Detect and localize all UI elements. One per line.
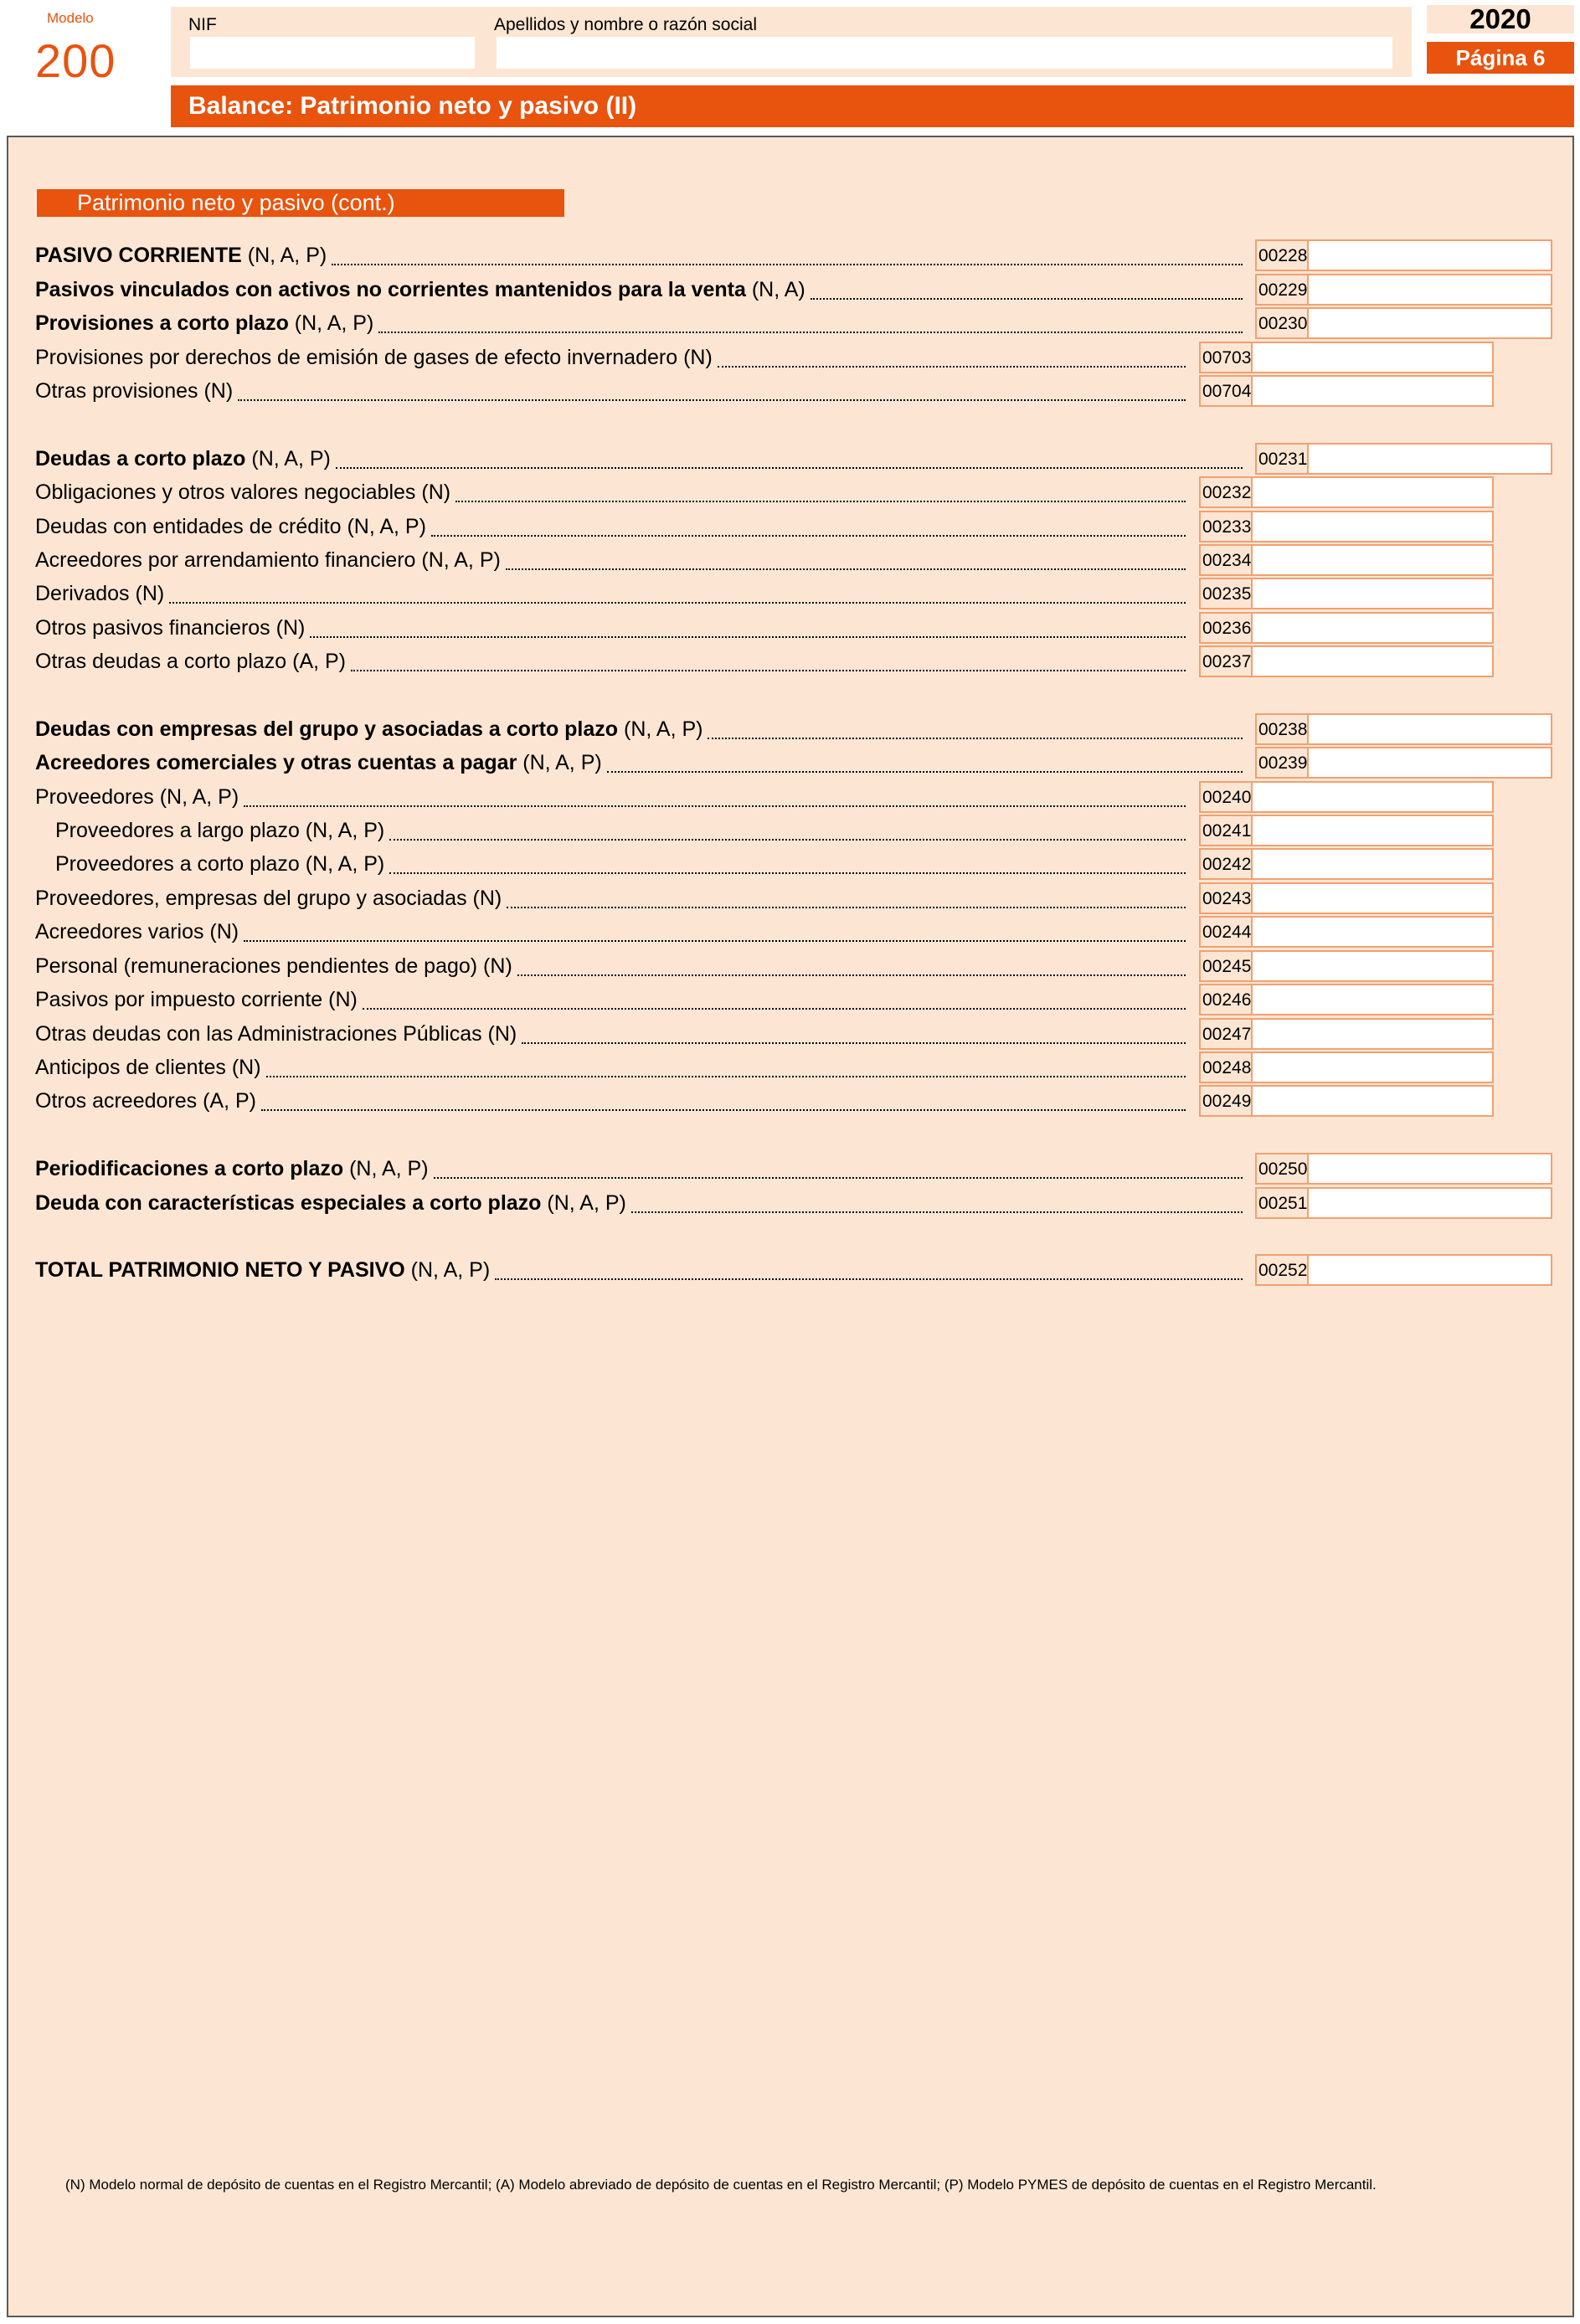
box-code: 00244 bbox=[1199, 916, 1253, 948]
row-label bbox=[55, 851, 384, 877]
row-label bbox=[35, 345, 713, 370]
amount-field[interactable] bbox=[1253, 781, 1494, 813]
row-label-text: Deudas con entidades de crédito (N, A, P) bbox=[35, 515, 426, 538]
modelo-label: Modelo bbox=[47, 10, 94, 26]
row-label-text: Otros acreedores (A, P) bbox=[35, 1089, 256, 1113]
box-code: 00245 bbox=[1199, 950, 1253, 982]
box-code: 00251 bbox=[1255, 1187, 1309, 1219]
row-label-text: (N, A, P) bbox=[241, 244, 327, 267]
row-label-text: (N, A, P) bbox=[618, 717, 703, 741]
amount-field[interactable] bbox=[1309, 1153, 1552, 1185]
nif-label: NIF bbox=[188, 15, 217, 34]
dot-leader bbox=[244, 940, 1186, 942]
dot-leader bbox=[336, 467, 1243, 469]
row-label-text: Otros pasivos financieros (N) bbox=[35, 616, 306, 640]
box-code: 00234 bbox=[1199, 544, 1253, 576]
box-code: 00230 bbox=[1255, 307, 1309, 339]
dot-leader bbox=[495, 1278, 1243, 1280]
row-label-text: Acreedores por arrendamiento financiero (N, A, P) bbox=[35, 548, 501, 572]
box-code: 00247 bbox=[1199, 1018, 1253, 1050]
row-label bbox=[35, 514, 426, 539]
box-code: 00249 bbox=[1199, 1085, 1253, 1117]
dot-leader bbox=[261, 1109, 1186, 1111]
row-label bbox=[35, 954, 512, 979]
row-label bbox=[35, 243, 327, 268]
dot-leader bbox=[169, 602, 1186, 604]
row-label-bold: Pasivos vinculados con activos no corrientes mantenidos para la venta bbox=[35, 278, 746, 301]
box-code: 00240 bbox=[1199, 781, 1253, 813]
row-label-bold: Deudas a corto plazo bbox=[35, 447, 246, 470]
dot-leader bbox=[310, 636, 1186, 638]
row-label bbox=[55, 818, 384, 843]
row-label bbox=[35, 1055, 261, 1080]
dot-leader bbox=[455, 501, 1186, 502]
page-title: Balance: Patrimonio neto y pasivo (II) bbox=[188, 92, 637, 120]
box-code: 00242 bbox=[1199, 848, 1253, 880]
box-code: 00233 bbox=[1199, 511, 1253, 542]
row-label bbox=[35, 717, 703, 742]
row-label-text: Obligaciones y otros valores negociables (N) bbox=[35, 481, 451, 504]
dot-leader bbox=[378, 332, 1243, 333]
box-code: 00238 bbox=[1255, 713, 1309, 745]
page-number: Página 6 bbox=[1427, 42, 1574, 74]
dot-leader bbox=[631, 1211, 1243, 1213]
row-label-bold: PASIVO CORRIENTE bbox=[35, 244, 242, 267]
dot-leader bbox=[506, 568, 1186, 570]
dot-leader bbox=[351, 670, 1186, 671]
row-label-text: Otras provisiones (N) bbox=[35, 379, 234, 403]
box-code: 00231 bbox=[1255, 443, 1309, 475]
box-code: 00246 bbox=[1199, 984, 1253, 1015]
box-code: 00229 bbox=[1255, 274, 1309, 306]
row-label-bold: Periodificaciones a corto plazo bbox=[35, 1157, 344, 1180]
amount-field[interactable] bbox=[1253, 544, 1494, 576]
row-label-text: Derivados (N) bbox=[35, 582, 165, 605]
dot-leader bbox=[363, 1008, 1186, 1010]
row-label-text: Otras deudas a corto plazo (A, P) bbox=[35, 650, 347, 673]
row-label bbox=[35, 311, 373, 336]
year-badge: 2020 bbox=[1427, 5, 1574, 33]
row-label-text: (N, A, P) bbox=[404, 1258, 491, 1282]
box-code: 00241 bbox=[1199, 815, 1253, 846]
row-label-bold: Deudas con empresas del grupo y asociadas a corto plazo bbox=[35, 717, 619, 741]
amount-field[interactable] bbox=[1309, 747, 1552, 779]
amount-field[interactable] bbox=[1253, 612, 1494, 644]
dot-leader bbox=[266, 1076, 1186, 1077]
row-label-text: (N, A, P) bbox=[343, 1157, 429, 1180]
row-label-text: Anticipos de clientes (N) bbox=[35, 1056, 261, 1079]
row-label-text: Acreedores varios (N) bbox=[35, 920, 239, 943]
amount-field[interactable] bbox=[1253, 578, 1494, 609]
box-code: 00239 bbox=[1255, 747, 1309, 779]
dot-leader bbox=[718, 366, 1186, 368]
row-label-text: Proveedores, empresas del grupo y asociadas (N) bbox=[35, 887, 502, 910]
row-label-text: (N, A, P) bbox=[517, 751, 602, 774]
row-label bbox=[35, 1088, 256, 1113]
box-code: 00243 bbox=[1199, 882, 1253, 914]
row-label-text: (N, A, P) bbox=[541, 1191, 626, 1215]
box-code: 00252 bbox=[1255, 1254, 1309, 1286]
row-label-text: Otras deudas con las Administraciones Públicas (N) bbox=[35, 1022, 517, 1046]
box-code: 00248 bbox=[1199, 1051, 1253, 1083]
amount-field[interactable] bbox=[1253, 882, 1494, 914]
box-code: 00232 bbox=[1199, 476, 1253, 508]
amount-field[interactable] bbox=[1253, 645, 1494, 677]
row-label bbox=[35, 1156, 429, 1181]
dot-leader bbox=[431, 535, 1186, 537]
section-title: Patrimonio neto y pasivo (cont.) bbox=[77, 190, 395, 215]
amount-field[interactable] bbox=[1309, 713, 1552, 745]
nif-field[interactable] bbox=[190, 37, 475, 69]
row-label-text: Pasivos por impuesto corriente (N) bbox=[35, 988, 358, 1011]
amount-field[interactable] bbox=[1309, 274, 1552, 306]
row-label-bold: Acreedores comerciales y otras cuentas a pagar bbox=[35, 751, 517, 774]
amount-field[interactable] bbox=[1253, 1018, 1494, 1050]
amount-field[interactable] bbox=[1309, 1254, 1552, 1286]
row-label bbox=[35, 548, 501, 573]
row-label bbox=[35, 987, 358, 1012]
row-label bbox=[35, 615, 305, 640]
amount-field[interactable] bbox=[1253, 1051, 1494, 1083]
amount-field[interactable] bbox=[1309, 1187, 1552, 1219]
dot-leader bbox=[389, 839, 1186, 841]
row-label bbox=[35, 1021, 517, 1046]
amount-field[interactable] bbox=[1253, 815, 1494, 846]
dot-leader bbox=[607, 771, 1243, 773]
box-code: 00236 bbox=[1199, 612, 1253, 644]
box-code: 00235 bbox=[1199, 578, 1253, 609]
box-code: 00703 bbox=[1199, 342, 1253, 373]
amount-field[interactable] bbox=[1253, 950, 1494, 982]
amount-field[interactable] bbox=[1309, 307, 1552, 339]
row-label-text: (N, A, P) bbox=[245, 447, 331, 470]
row-label bbox=[35, 277, 805, 302]
dot-leader bbox=[517, 974, 1186, 976]
dot-leader bbox=[238, 399, 1186, 401]
amount-field[interactable] bbox=[1253, 848, 1494, 880]
amount-field[interactable] bbox=[1253, 984, 1494, 1015]
amount-field[interactable] bbox=[1253, 916, 1494, 948]
row-label bbox=[35, 886, 502, 911]
dot-leader bbox=[389, 872, 1186, 874]
amount-field[interactable] bbox=[1309, 239, 1552, 271]
row-label-text: (N, A, P) bbox=[288, 311, 374, 335]
row-label-text: Proveedores a corto plazo (N, A, P) bbox=[55, 852, 385, 876]
box-code: 00237 bbox=[1199, 645, 1253, 677]
row-label-text: Proveedores a largo plazo (N, A, P) bbox=[55, 819, 385, 842]
dot-leader bbox=[811, 298, 1243, 300]
dot-leader bbox=[332, 264, 1243, 265]
amount-field[interactable] bbox=[1253, 342, 1494, 373]
dot-leader bbox=[522, 1042, 1186, 1044]
row-label bbox=[35, 649, 346, 674]
dot-leader bbox=[708, 738, 1243, 739]
amount-field[interactable] bbox=[1253, 476, 1494, 508]
dot-leader bbox=[507, 907, 1186, 908]
amount-field[interactable] bbox=[1309, 443, 1552, 475]
row-label bbox=[35, 1190, 626, 1216]
row-label bbox=[35, 750, 602, 775]
row-label-text: Provisiones por derechos de emisión de gases de efecto invernadero (N) bbox=[35, 346, 713, 369]
row-label-bold: Deuda con características especiales a corto plazo bbox=[35, 1191, 542, 1215]
name-field[interactable] bbox=[497, 37, 1392, 69]
amount-field[interactable] bbox=[1253, 511, 1494, 542]
row-label bbox=[35, 446, 331, 471]
box-code: 00250 bbox=[1255, 1153, 1309, 1185]
row-label-text: (N, A) bbox=[745, 278, 805, 301]
amount-field[interactable] bbox=[1253, 375, 1494, 407]
footnote: (N) Modelo normal de depósito de cuentas en el Registro Mercantil; (A) Modelo abreviado de depósito de cuentas en el Registro Mercantil; (P) Modelo PYMES de depósito de cuentas en el Registro Mercantil. bbox=[65, 2177, 1377, 2193]
modelo-number: 200 bbox=[35, 34, 116, 87]
row-label-bold: TOTAL PATRIMONIO NETO Y PASIVO bbox=[35, 1258, 405, 1282]
dot-leader bbox=[244, 805, 1186, 807]
row-label bbox=[35, 480, 450, 505]
name-label: Apellidos y nombre o razón social bbox=[494, 15, 757, 34]
row-label-bold: Provisiones a corto plazo bbox=[35, 311, 289, 335]
row-label bbox=[35, 378, 233, 404]
row-label bbox=[35, 919, 239, 944]
amount-field[interactable] bbox=[1253, 1085, 1494, 1117]
box-code: 00228 bbox=[1255, 239, 1309, 271]
row-label bbox=[35, 1257, 490, 1283]
dot-leader bbox=[434, 1177, 1243, 1179]
row-label-text: Proveedores (N, A, P) bbox=[35, 785, 239, 809]
box-code: 00704 bbox=[1199, 375, 1253, 407]
row-label bbox=[35, 581, 164, 606]
row-label bbox=[35, 784, 239, 810]
row-label-text: Personal (remuneraciones pendientes de pago) (N) bbox=[35, 954, 512, 978]
